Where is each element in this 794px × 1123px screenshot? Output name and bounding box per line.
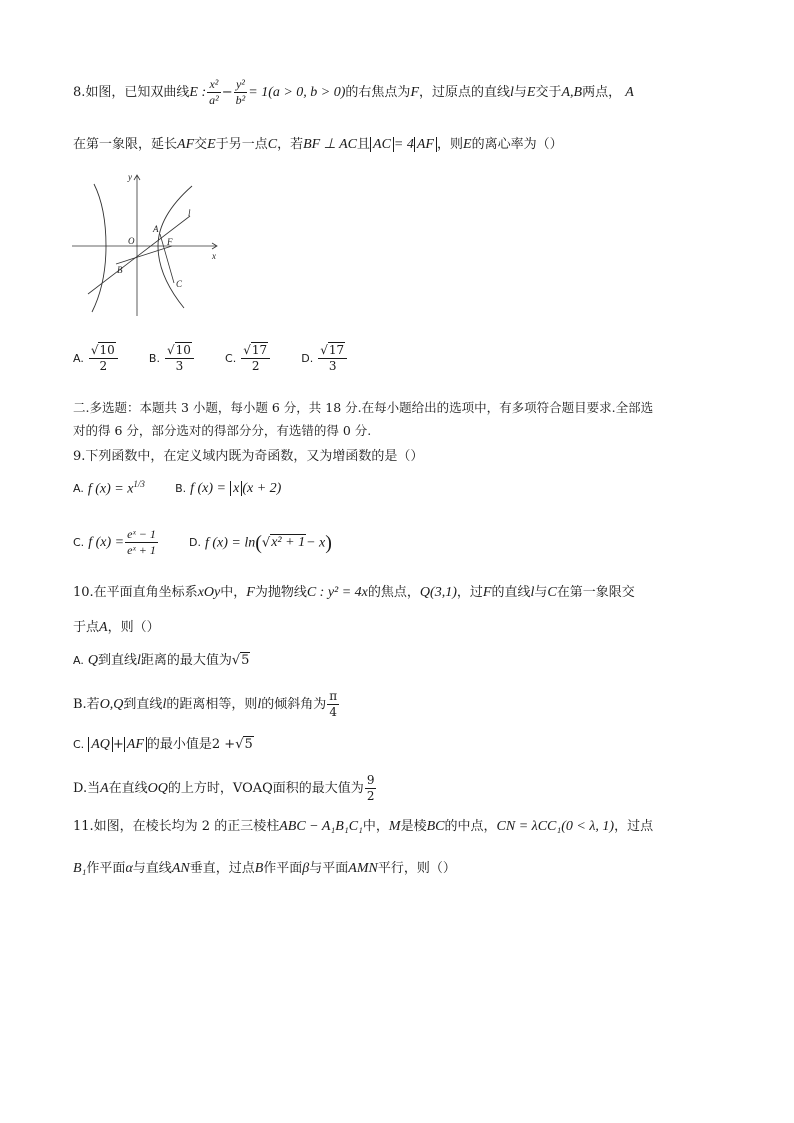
q8-line1: 8.如图，已知双曲线E : $\frac{\text{x²}}{\text{a²}}$ − $\frac{\text{y²}}{\text{b²}}$ = 1(a > 0, b > 0)的右焦点为F，过原点的直线l与E交于A,B两点， A [73,77,634,107]
q11-line2: B₁作平面α与直线AN垂直，过点B作平面β与平面AMN平行，则（） [73,861,456,876]
label-y: y [128,172,132,182]
label-C: C [176,279,183,289]
q8-option-c[interactable]: C. $\frac{√17}{2}$ [225,344,271,373]
label-x: x [212,251,216,261]
segment-BF [116,246,172,264]
q9-option-a[interactable]: A. f $(x) = x^{1/3}$ [73,479,145,497]
section2-line2: 对的得 6 分，部分选对的得部分分，有选错的得 0 分. [73,423,372,438]
q10-line1: 10.在平面直角坐标系xOy中，F为抛物线C : y² = 4x的焦点，Q(3,1)，过F的直线l与C在第一象限交 [73,585,635,600]
q11-line1: 11.如图，在棱长均为 2 的正三棱柱ABC − A₁B₁C₁中，M是棱BC的中点，CN = λCC₁(0 < λ, 1)，过点 [73,819,654,834]
q8-option-d[interactable]: D. $\frac{√17}{3}$ [301,344,348,373]
q8-option-a[interactable]: A. $\frac{√10}{2}$ [73,344,119,373]
q8-y-over-b: $\frac{\text{y²}}{\text{b²}}$ [235,77,246,107]
q10-option-a[interactable]: A. Q到直线l距离的最大值为√5 [73,653,250,668]
q9-option-d[interactable]: D. f (x) = ln(√x² + 1− x) [189,531,332,554]
q8-x-over-a: $\frac{\text{x²}}{\text{a²}}$ [209,77,219,107]
left-branch [92,184,106,312]
q10-option-c[interactable]: C. AQ + AF 的最小值是2 +√5 [73,737,253,752]
q9-option-c[interactable]: C. f (x) = $\frac{\text{eˣ − 1}}{\text{eˣ + 1}}$ [73,527,156,557]
q8-options [73,344,374,373]
label-B: B [117,265,123,275]
label-F: F [167,237,173,247]
label-O: O [128,236,135,246]
q9-option-b[interactable]: B. f (x) = x (x + 2) [175,481,282,497]
q9-options-cd [73,528,358,557]
label-A: A [153,224,159,234]
q10-line2: 于点A，则（） [73,620,160,635]
right-branch [158,186,192,308]
q8-hyperbola-figure [66,166,226,318]
q10-option-b[interactable]: B.若O,Q到直线l的距离相等，则l的倾斜角为 $\frac{\pi}{4}$ [73,689,338,719]
label-l: l [188,208,191,218]
section2-line1: 二.多选题：本题共 3 小题，每小题 6 分，共 18 分.在每小题给出的选项中，有多项符合题目要求.全部选 [73,400,654,415]
q9-options-ab [73,480,307,496]
q8-option-b[interactable]: B. $\frac{√10}{3}$ [149,344,195,373]
q10-option-d[interactable]: D.当A在直线OQ的上方时，VOAQ面积的最大值为 $\frac{9}{2}$ [73,773,375,803]
line-l [88,216,190,294]
q9-stem: 9.下列函数中，在定义域内既为奇函数，又为增函数的是（） [73,449,424,464]
q8-line2: 在第一象限，延长AF交E于另一点C，若BF ⊥ AC且 AC = 4 AF ，则E的离心率为（） [73,137,563,152]
